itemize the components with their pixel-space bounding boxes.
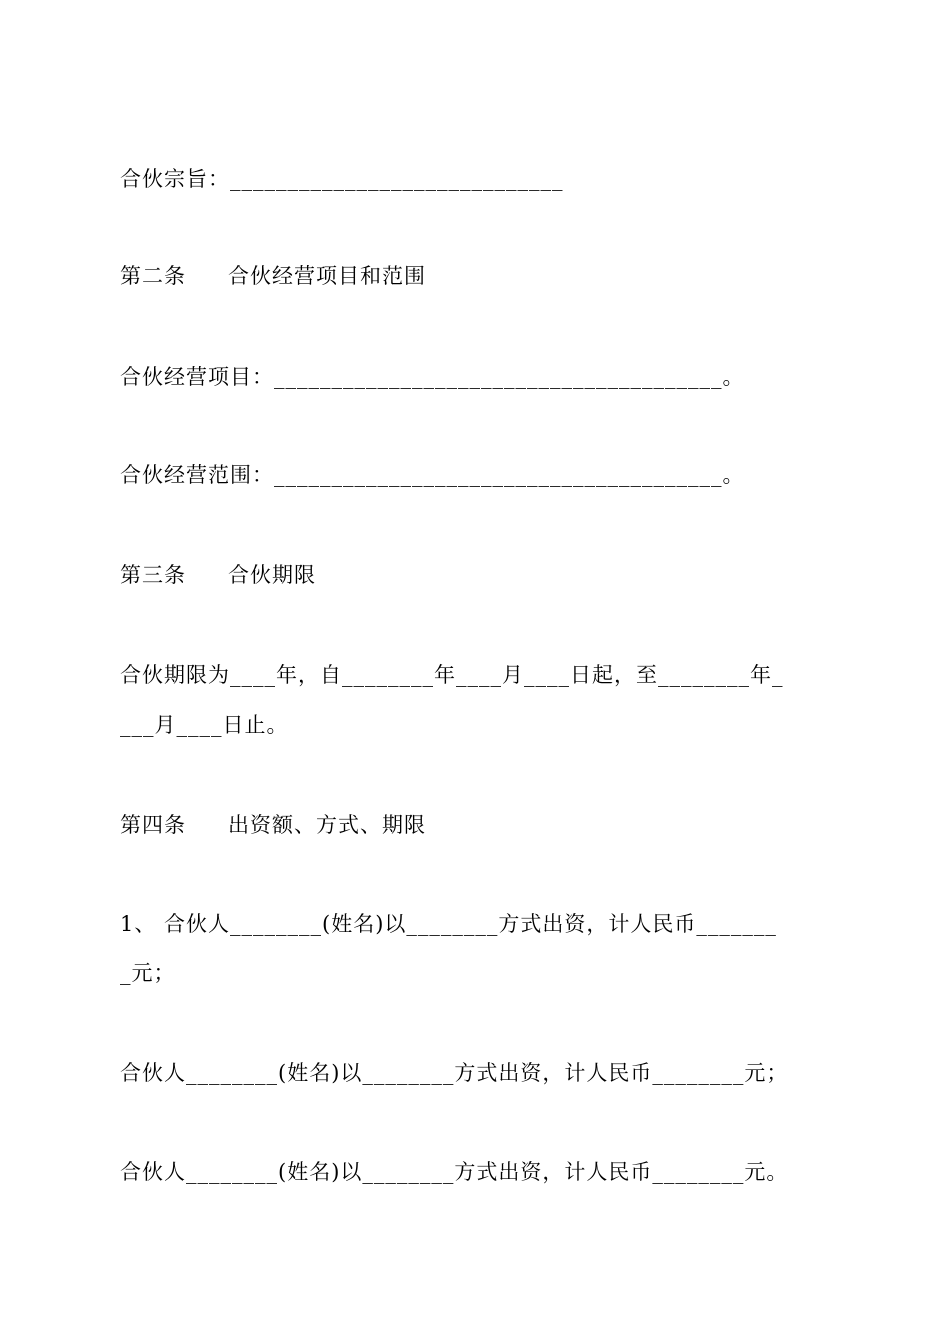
- contribution-1-line-2: _元；: [120, 961, 176, 985]
- article-3-number: 第三条: [120, 563, 186, 587]
- contribution-1-line-1: 1、 合伙人________(姓名)以________方式出资，计人民币_______: [120, 912, 777, 936]
- article-3-heading: [120, 563, 316, 587]
- article-2-number: 第二条: [120, 264, 186, 288]
- business-scope-line: 合伙经营范围：_______________________________________。: [120, 463, 745, 487]
- article-4-number: 第四条: [120, 813, 186, 837]
- article-2-title: 合伙经营项目和范围: [228, 264, 426, 288]
- article-4-heading: [120, 813, 426, 837]
- contribution-3-line: 合伙人________(姓名)以________方式出资，计人民币________元。: [120, 1160, 789, 1184]
- term-line-1: 合伙期限为____年，自________年____月____日起，至________年_: [120, 663, 784, 687]
- partnership-purpose-line: 合伙宗旨：_____________________________: [120, 167, 564, 191]
- term-line-2: ___月____日止。: [120, 713, 289, 737]
- contribution-2-line: 合伙人________(姓名)以________方式出资，计人民币________元；: [120, 1061, 789, 1085]
- business-items-line: 合伙经营项目：_______________________________________。: [120, 365, 745, 389]
- article-3-title: 合伙期限: [228, 563, 316, 587]
- article-2-heading: [120, 264, 426, 288]
- article-4-title: 出资额、方式、期限: [228, 813, 426, 837]
